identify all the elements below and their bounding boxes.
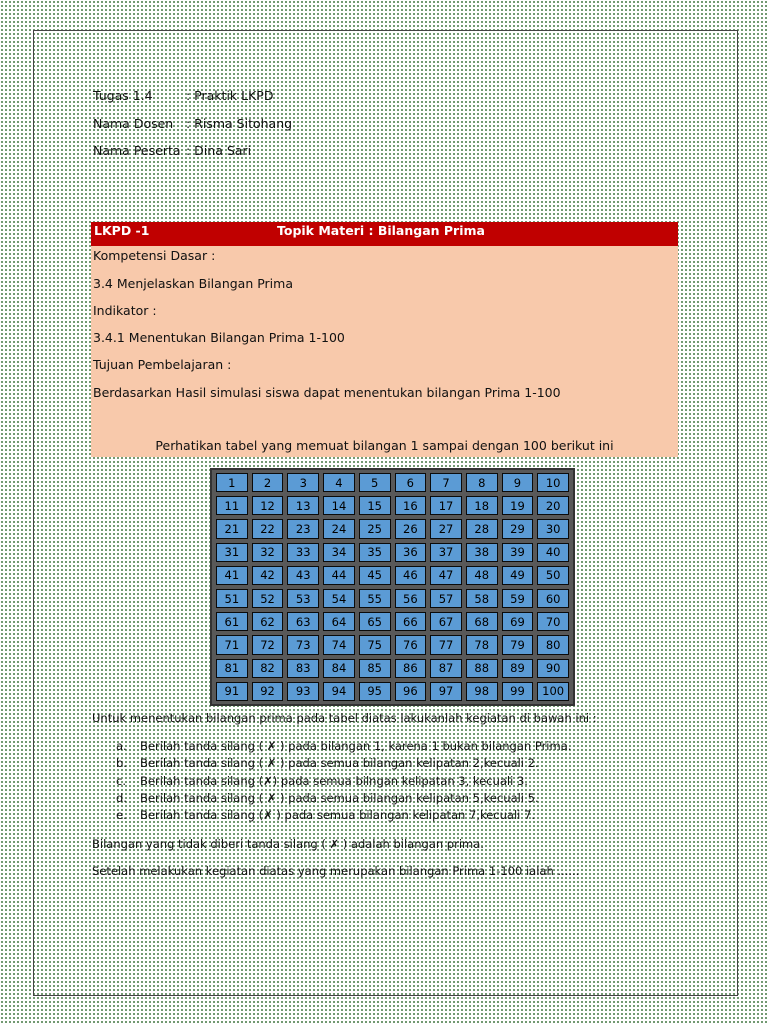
indicator-title: Indikator : — [93, 303, 157, 318]
lkpd-title-band — [91, 222, 678, 246]
kd-title: Kompetensi Dasar : — [93, 248, 216, 263]
number-cell: 57 — [430, 589, 462, 608]
number-cell: 97 — [430, 682, 462, 701]
number-cell: 46 — [395, 566, 427, 585]
instruction-text: Berilah tanda silang ( ✗ ) pada bilangan 1, karena 1 bukan bilangan Prima. — [140, 739, 572, 753]
number-cell: 31 — [216, 543, 248, 562]
number-cell: 59 — [502, 589, 534, 608]
number-cell: 24 — [323, 519, 355, 538]
instruction-item — [116, 791, 539, 805]
number-cell: 27 — [430, 519, 462, 538]
number-cell: 58 — [466, 589, 498, 608]
objective-title: Tujuan Pembelajaran : — [93, 357, 232, 372]
number-cell: 85 — [359, 659, 391, 678]
instruction-marker: c. — [116, 774, 126, 788]
number-cell: 18 — [466, 496, 498, 515]
header-row-lecturer — [93, 116, 292, 131]
number-cell: 99 — [502, 682, 534, 701]
number-cell: 54 — [323, 589, 355, 608]
number-cell: 3 — [287, 473, 319, 492]
closing-line-1: Bilangan yang tidak diberi tanda silang ( ✗ ) adalah bilangan prima. — [92, 837, 484, 851]
number-cell: 42 — [252, 566, 284, 585]
number-cell: 25 — [359, 519, 391, 538]
number-cell: 72 — [252, 635, 284, 654]
number-cell: 32 — [252, 543, 284, 562]
number-cell: 38 — [466, 543, 498, 562]
info-panel — [91, 246, 678, 457]
number-cell: 7 — [430, 473, 462, 492]
number-cell: 40 — [537, 543, 569, 562]
number-cell: 61 — [216, 612, 248, 631]
number-cell: 9 — [502, 473, 534, 492]
number-cell: 69 — [502, 612, 534, 631]
indicator-text: 3.4.1 Menentukan Bilangan Prima 1-100 — [93, 330, 345, 345]
number-cell: 83 — [287, 659, 319, 678]
number-cell: 15 — [359, 496, 391, 515]
header-value: : Risma Sitohang — [186, 116, 293, 131]
number-cell: 79 — [502, 635, 534, 654]
number-cell: 84 — [323, 659, 355, 678]
number-cell: 5 — [359, 473, 391, 492]
number-cell: 56 — [395, 589, 427, 608]
number-cell: 66 — [395, 612, 427, 631]
header-label: Nama Peserta — [93, 143, 181, 158]
objective-text: Berdasarkan Hasil simulasi siswa dapat menentukan bilangan Prima 1-100 — [93, 385, 561, 400]
number-cell: 21 — [216, 519, 248, 538]
number-cell: 77 — [430, 635, 462, 654]
topic-title: Topik Materi : Bilangan Prima — [277, 223, 485, 238]
number-cell: 71 — [216, 635, 248, 654]
number-cell: 49 — [502, 566, 534, 585]
number-cell: 35 — [359, 543, 391, 562]
number-cell: 11 — [216, 496, 248, 515]
number-cell: 90 — [537, 659, 569, 678]
instruction-item — [116, 774, 528, 788]
number-cell: 80 — [537, 635, 569, 654]
number-cell: 62 — [252, 612, 284, 631]
number-cell: 53 — [287, 589, 319, 608]
number-cell: 74 — [323, 635, 355, 654]
instruction-text: Berilah tanda silang (✗ ) pada semua bilangan kelipatan 7,kecuali 7. — [140, 808, 535, 822]
number-cell: 8 — [466, 473, 498, 492]
header-value: : Praktik LKPD — [186, 88, 274, 103]
number-cell: 12 — [252, 496, 284, 515]
number-cell: 52 — [252, 589, 284, 608]
number-cell: 19 — [502, 496, 534, 515]
number-cell: 44 — [323, 566, 355, 585]
number-cell: 1 — [216, 473, 248, 492]
number-cell: 51 — [216, 589, 248, 608]
header-label: Tugas 1.4 — [93, 88, 153, 103]
number-cell: 94 — [323, 682, 355, 701]
instruction-marker: e. — [116, 808, 127, 822]
instruction-item — [116, 808, 535, 822]
number-cell: 37 — [430, 543, 462, 562]
instruction-marker: b. — [116, 756, 127, 770]
instruction-text: Berilah tanda silang ( ✗ ) pada semua bilangan kelipatan 5,kecuali 5. — [140, 791, 539, 805]
header-label: Nama Dosen — [93, 116, 174, 131]
number-grid — [210, 468, 575, 706]
number-cell: 33 — [287, 543, 319, 562]
number-cell: 2 — [252, 473, 284, 492]
number-cell: 98 — [466, 682, 498, 701]
instruction-text: Berilah tanda silang (✗) pada semua bilngan kelipatan 3, kecuali 3. — [140, 774, 528, 788]
number-cell: 34 — [323, 543, 355, 562]
number-cell: 100 — [537, 682, 569, 701]
number-cell: 93 — [287, 682, 319, 701]
number-cell: 89 — [502, 659, 534, 678]
number-cell: 75 — [359, 635, 391, 654]
number-cell: 81 — [216, 659, 248, 678]
number-cell: 6 — [395, 473, 427, 492]
header-row-task — [93, 88, 273, 103]
number-cell: 78 — [466, 635, 498, 654]
number-cell: 43 — [287, 566, 319, 585]
header-row-participant — [93, 143, 251, 158]
number-cell: 39 — [502, 543, 534, 562]
number-cell: 13 — [287, 496, 319, 515]
number-cell: 65 — [359, 612, 391, 631]
instruction-marker: d. — [116, 791, 127, 805]
number-cell: 86 — [395, 659, 427, 678]
instruction-item — [116, 739, 572, 753]
number-cell: 87 — [430, 659, 462, 678]
number-cell: 50 — [537, 566, 569, 585]
instruction-item — [116, 756, 539, 770]
number-cell: 92 — [252, 682, 284, 701]
number-cell: 29 — [502, 519, 534, 538]
number-cell: 47 — [430, 566, 462, 585]
number-cell: 36 — [395, 543, 427, 562]
number-cell: 68 — [466, 612, 498, 631]
number-cell: 55 — [359, 589, 391, 608]
instructions-intro: Untuk menentukan bilangan prima pada tabel diatas lakukanlah kegiatan di bawah ini : — [92, 711, 597, 725]
kd-text: 3.4 Menjelaskan Bilangan Prima — [93, 276, 293, 291]
number-cell: 76 — [395, 635, 427, 654]
number-cell: 95 — [359, 682, 391, 701]
number-cell: 20 — [537, 496, 569, 515]
number-cell: 88 — [466, 659, 498, 678]
number-cell: 45 — [359, 566, 391, 585]
number-cell: 30 — [537, 519, 569, 538]
instruction-marker: a. — [116, 739, 127, 753]
number-cell: 73 — [287, 635, 319, 654]
number-cell: 10 — [537, 473, 569, 492]
lkpd-number: LKPD -1 — [94, 223, 150, 238]
number-cell: 96 — [395, 682, 427, 701]
number-cell: 64 — [323, 612, 355, 631]
number-cell: 23 — [287, 519, 319, 538]
number-cell: 70 — [537, 612, 569, 631]
number-cell: 14 — [323, 496, 355, 515]
number-cell: 63 — [287, 612, 319, 631]
number-cell: 48 — [466, 566, 498, 585]
number-cell: 60 — [537, 589, 569, 608]
number-cell: 67 — [430, 612, 462, 631]
number-cell: 22 — [252, 519, 284, 538]
number-cell: 82 — [252, 659, 284, 678]
number-cell: 4 — [323, 473, 355, 492]
number-cell: 28 — [466, 519, 498, 538]
instruction-text: Berilah tanda silang ( ✗ ) pada semua bilangan kelipatan 2,kecuali 2. — [140, 756, 539, 770]
closing-line-2: Setelah melakukan kegiatan diatas yang merupakan bilangan Prima 1-100 ialah ...... — [92, 864, 580, 878]
table-note: Perhatikan tabel yang memuat bilangan 1 sampai dengan 100 berikut ini — [155, 438, 614, 453]
number-cell: 91 — [216, 682, 248, 701]
header-value: : Dina Sari — [186, 143, 252, 158]
number-cell: 17 — [430, 496, 462, 515]
number-cell: 26 — [395, 519, 427, 538]
number-cell: 16 — [395, 496, 427, 515]
number-cell: 41 — [216, 566, 248, 585]
